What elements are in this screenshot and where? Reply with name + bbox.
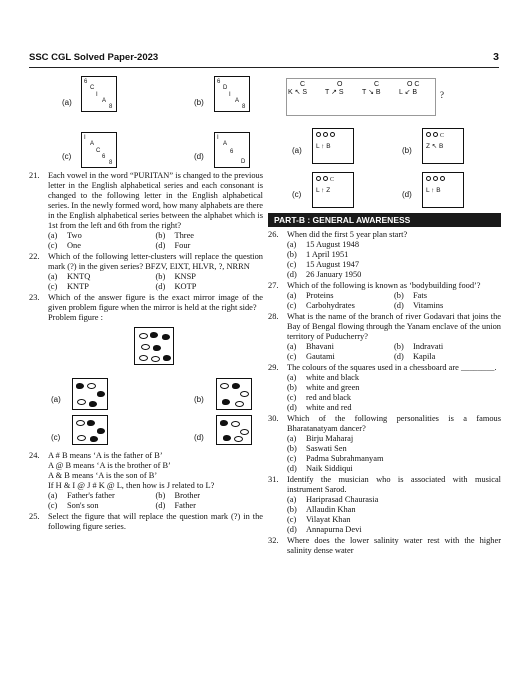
question-23	[29, 293, 263, 313]
question-text: Which of the answer figure is the exact mirror image of the given problem figure when the mirror is held at the right side?	[48, 293, 263, 312]
question-29: 29. The colours of the squares used in a chessboard are ________.	[268, 363, 497, 373]
question-22	[29, 252, 263, 272]
fig-b-label: (b)	[194, 98, 204, 107]
question-31: 31. Identify the musician who is associated with musical instrument Sarod.	[268, 475, 501, 495]
q30-options	[287, 434, 501, 474]
question-24	[29, 451, 263, 491]
page-number: 3	[493, 51, 499, 63]
answer-fig-d[interactable]: L ↑ B	[422, 172, 464, 208]
question-32: 32. Where does the lower salinity water rest with the higher salinity dense water	[268, 536, 501, 556]
q20-answer-figures	[29, 74, 263, 170]
mirror-opt-a[interactable]	[72, 378, 108, 410]
option[interactable]: (a) white and black	[287, 373, 360, 383]
q27-options	[287, 291, 501, 311]
question-number: 22.	[29, 252, 40, 261]
question-number: 24.	[29, 451, 40, 460]
fig-b[interactable]: 6 D I A 8	[214, 76, 250, 112]
problem-figure	[134, 327, 174, 365]
answer-fig-b[interactable]: C Z ↖ B	[422, 128, 464, 164]
q22-options	[48, 272, 263, 292]
option[interactable]: (c) Son's son	[48, 501, 99, 510]
question-text: A # B means ‘A is the father of B’ A @ B means ‘A is the brother of B’ A & B means ‘A is the son of B’ If H & I @ J # K @ L, then how is J related to L?	[48, 451, 215, 490]
option[interactable]: (b) Brother	[155, 491, 201, 500]
option[interactable]: (a) KNTQ	[48, 272, 91, 281]
fig-d[interactable]: I A 6 D	[214, 132, 250, 168]
question-number: 21.	[29, 171, 40, 180]
q21-options	[48, 231, 263, 251]
option[interactable]: (d) 26 January 1950	[287, 270, 362, 280]
option[interactable]: (d) KOTP	[155, 282, 197, 291]
option[interactable]: (c) red and black	[287, 393, 352, 403]
series-cell-3: C T ↘ B	[362, 81, 381, 97]
answer-fig-a[interactable]: L ↑ B	[312, 128, 354, 164]
q23-figures	[29, 323, 263, 445]
fig-c[interactable]: I A C 6 8	[81, 132, 117, 168]
option[interactable]: (a) Hariprasad Chaurasia	[287, 495, 379, 505]
question-25	[29, 512, 263, 532]
option[interactable]: (b) Allaudin Khan	[287, 505, 356, 515]
series-question-mark: ?	[440, 90, 444, 100]
option[interactable]: (d) Father	[155, 501, 196, 510]
fig-c-label: (c)	[62, 152, 72, 161]
q24-options	[48, 491, 263, 511]
mirror-opt-b-label: (b)	[194, 395, 204, 404]
question-text: Each vowel in the word “PURITAN” is changed to the previous letter in the English alphabetical series and each consonant is changed to the following letter in the English alphabetical series. In the newly formed word, how many alphabets are there in the English alphabetical series between the alphabet which is 1st from the left and 6th from the right?	[48, 171, 263, 230]
q31-options	[287, 495, 501, 535]
mirror-opt-d-label: (d)	[194, 433, 204, 442]
q26-options	[287, 240, 501, 280]
option[interactable]: (a) 15 August 1948	[287, 240, 360, 250]
option[interactable]: (b) 1 April 1951	[287, 250, 349, 260]
option[interactable]: (a) Birju Maharaj	[287, 434, 354, 444]
option[interactable]: (d) Kapila	[394, 352, 436, 362]
option[interactable]: (d) Vitamins	[394, 301, 444, 311]
question-28: 28. What is the name of the branch of river Godavari that joins the Bay of Bengal flowing through the Yanam enclave of the union territory of Puducherry?	[268, 312, 501, 342]
option[interactable]: (b) KNSP	[155, 272, 196, 281]
option[interactable]: (c) Vilayat Khan	[287, 515, 351, 525]
answer-fig-c[interactable]: C L ↑ Z	[312, 172, 354, 208]
option[interactable]: (a) Bhavani	[287, 342, 334, 352]
header-title: SSC CGL Solved Paper-2023	[29, 52, 159, 63]
option[interactable]: (c) Carbohydrates	[287, 301, 355, 311]
option[interactable]: (a) Two	[48, 231, 82, 240]
q28-options	[287, 342, 501, 362]
option[interactable]: (b) Three	[155, 231, 195, 240]
mirror-opt-b[interactable]	[216, 378, 252, 410]
option[interactable]: (c) KNTP	[48, 282, 89, 291]
fig-d-label: (d)	[194, 152, 204, 161]
option[interactable]: (d) white and red	[287, 403, 352, 413]
left-column	[29, 74, 263, 532]
page-header	[29, 52, 499, 64]
header-rule	[29, 67, 499, 68]
question-21	[29, 171, 263, 231]
series-cell-1: C K ↖ S	[288, 81, 308, 97]
mirror-opt-c-label: (c)	[51, 433, 61, 442]
question-text: Which of the following letter-clusters will replace the question mark (?) in the given series? BFZV, EIXT, HLVR, ?, NRRN	[48, 252, 263, 271]
figure-series	[268, 78, 501, 120]
option[interactable]: (a) Proteins	[287, 291, 334, 301]
question-number: 25.	[29, 512, 40, 521]
question-number: 23.	[29, 293, 40, 302]
option[interactable]: (c) Gautami	[287, 352, 335, 362]
q29-options	[287, 373, 501, 413]
series-cell-4: O C L ↙ B	[399, 81, 420, 97]
option[interactable]: (c) Padma Subrahmanyam	[287, 454, 384, 464]
fig-a-label: (a)	[62, 98, 72, 107]
option[interactable]: (b) Saswati Sen	[287, 444, 347, 454]
section-banner: PART-B : GENERAL AWARENESS	[268, 213, 501, 227]
right-column	[268, 78, 501, 556]
question-text: Select the figure that will replace the question mark (?) in the following figure series.	[48, 512, 263, 531]
q25-answer-figures: (a) L ↑ B (b) C Z ↖ B (c) C L ↑ Z (d) L ↑ B	[268, 120, 501, 210]
option[interactable]: (d) Annapurna Devi	[287, 525, 362, 535]
problem-figure-label: Problem figure :	[48, 313, 103, 322]
mirror-opt-d[interactable]	[216, 415, 252, 445]
option[interactable]: (b) Fats	[394, 291, 427, 301]
option[interactable]: (c) One	[48, 241, 81, 250]
option[interactable]: (c) 15 August 1947	[287, 260, 360, 270]
option[interactable]: (a) Father's father	[48, 491, 115, 500]
question-30: 30. Which of the following personalities is a famous Bharatanatyam dancer?	[268, 414, 501, 434]
mirror-opt-a-label: (a)	[51, 395, 61, 404]
question-27: 27. Which of the following is known as ‘bodybuilding food’?	[268, 281, 481, 291]
mirror-opt-c[interactable]	[72, 415, 108, 445]
option[interactable]: (d) Four	[155, 241, 191, 250]
question-26: 26. When did the first 5 year plan start?	[268, 230, 408, 240]
letter-series: BFZV, EIXT, HLVR, ?, NRRN	[145, 262, 250, 271]
series-cell-2: O T ↗ S	[325, 81, 344, 97]
fig-a[interactable]: 6 C I A 8	[81, 76, 117, 112]
option[interactable]: (b) Indravati	[394, 342, 444, 352]
option[interactable]: (d) Naik Siddiqui	[287, 464, 353, 474]
option[interactable]: (b) white and green	[287, 383, 360, 393]
